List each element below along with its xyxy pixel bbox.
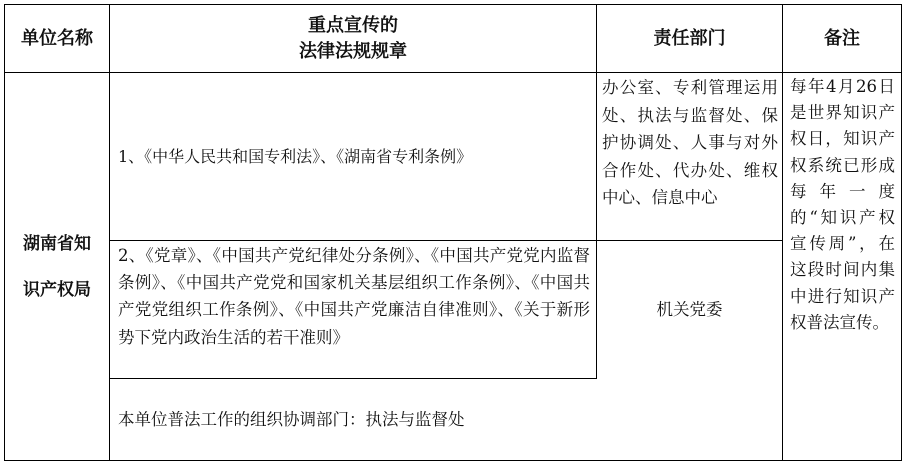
remark-text: 每年4月26日是世界知识产权日，知识产权系统已形成每年一度的“知识产权宣传周”，在这段时间内集中进行知识产权普法宣传。 [790,77,895,332]
table-border-bottom [4,460,902,461]
header-laws-line2: 法律法规规章 [299,40,407,62]
header-remark [783,5,901,72]
remark-cell [783,73,901,460]
row1-dept [597,74,782,240]
unit-name-line2: 识产权局 [23,279,91,300]
table-border-right [901,4,902,461]
header-unit-name-text: 单位名称 [21,27,93,49]
header-unit-name [5,5,109,72]
header-dept-text: 责任部门 [653,27,726,49]
unit-name-cell [5,73,109,460]
footer-row [110,379,782,460]
header-laws [110,5,596,72]
row1-dept-text: 办公室、专利管理运用处、执法与监督处、保护协调处、人事与对外合作处、代办处、维权中心、信息中心 [602,78,778,207]
unit-name-line1: 湖南省知 [23,233,91,254]
row1-laws-text: 1、《中华人民共和国专利法》、《湖南省专利条例》 [118,146,473,166]
row1-laws [110,73,596,240]
row2-laws-text: 2、《党章》、《中国共产党纪律处分条例》、《中国共产党党内监督条例》、《中国共产党党和国家机关基层组织工作条例》、《中国共产党党组织工作条例》、《中国共产党廉洁自律准则》、《关于新形势下党内政治生活的若干准则》 [118,246,590,347]
header-dept [597,5,782,72]
row2-dept-text: 机关党委 [656,299,723,319]
row2-laws [110,240,596,378]
header-laws-line1: 重点宣传的 [308,14,398,36]
row2-dept [597,241,782,378]
footer-row-text: 本单位普法工作的组织协调部门：执法与监督处 [118,409,465,429]
header-remark-text: 备注 [824,27,860,49]
